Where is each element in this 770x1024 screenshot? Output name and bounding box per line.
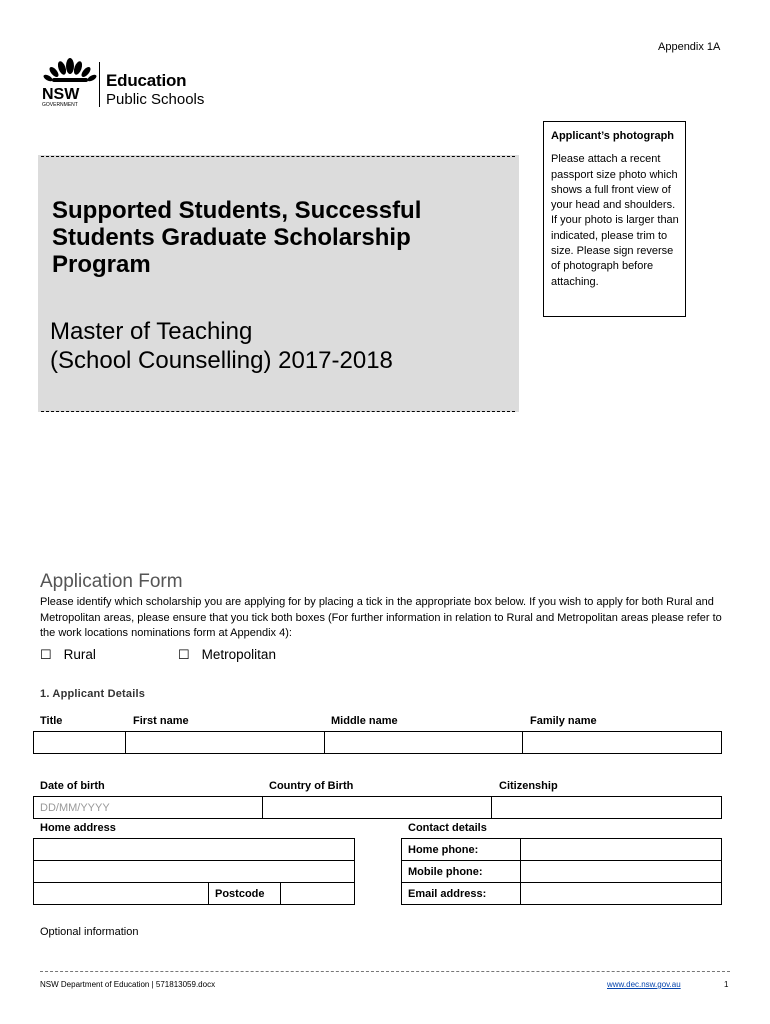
- photo-box-title: Applicant’s photograph: [551, 130, 675, 142]
- title-panel-top-dash: [41, 156, 515, 157]
- mobile-phone-label: Mobile phone:: [402, 861, 521, 883]
- postcode-field[interactable]: [281, 883, 355, 905]
- logo-nsw-text: NSW: [42, 86, 80, 103]
- logo-divider: [99, 62, 100, 107]
- home-address-label: Home address: [40, 822, 116, 834]
- postcode-label: Postcode: [209, 883, 281, 905]
- program-subtitle: [50, 317, 490, 375]
- photo-box[interactable]: [543, 121, 686, 317]
- rural-checkbox[interactable]: ☐: [40, 647, 52, 662]
- contact-details-label: Contact details: [408, 822, 487, 834]
- email-label: Email address:: [402, 883, 521, 905]
- footer-page-number: 1: [724, 980, 729, 989]
- applicant-details-heading: 1. Applicant Details: [40, 688, 146, 700]
- middle-name-field[interactable]: [325, 732, 523, 754]
- dob-field[interactable]: DD/MM/YYYY: [34, 797, 263, 819]
- address-line-1[interactable]: [34, 839, 355, 861]
- title-label: Title: [40, 715, 63, 727]
- subtitle-line-2: (School Counselling) 2017-2018: [50, 347, 393, 374]
- address-table: [33, 838, 355, 905]
- nsw-waratah-logo: [40, 53, 100, 108]
- middle-name-label: Middle name: [331, 715, 398, 727]
- logo-government-text: GOVERNMENT: [42, 102, 78, 108]
- metropolitan-label: Metropolitan: [201, 647, 276, 662]
- dob-label: Date of birth: [40, 780, 105, 792]
- rural-label: Rural: [63, 647, 96, 662]
- home-phone-field[interactable]: [521, 839, 722, 861]
- home-phone-label: Home phone:: [402, 839, 521, 861]
- citizenship-field[interactable]: [492, 797, 722, 819]
- program-title: Supported Students, Successful Students Graduate Scholarship Program: [52, 197, 422, 278]
- country-of-birth-label: Country of Birth: [269, 780, 354, 792]
- logo-public-schools-text: Public Schools: [106, 91, 205, 108]
- metropolitan-option[interactable]: [178, 647, 276, 663]
- appendix-label: Appendix 1A: [658, 41, 721, 53]
- rural-option[interactable]: [40, 647, 96, 663]
- email-field[interactable]: [521, 883, 722, 905]
- first-name-label: First name: [133, 715, 189, 727]
- title-field[interactable]: [34, 732, 126, 754]
- footer-doc-info: NSW Department of Education | 571813059.docx: [40, 980, 216, 989]
- dob-table: [33, 796, 722, 819]
- logo-education-text: Education: [106, 71, 187, 90]
- citizenship-label: Citizenship: [499, 780, 558, 792]
- application-form-heading: Application Form: [40, 571, 183, 592]
- footer-url-link[interactable]: www.dec.nsw.gov.au: [607, 980, 681, 989]
- waratah-icon: [42, 58, 97, 83]
- title-panel-bottom-dash: [41, 411, 515, 412]
- application-intro: Please identify which scholarship you are applying for by placing a tick in the appropriate box below. If you wish to apply for both Rural and Metropolitan areas, please ensure that you tick both boxes (For further information in relation to Rural and Metropolitan areas please refer to the work locations nominations form at Appendix 4):: [40, 596, 722, 639]
- address-line-2[interactable]: [34, 861, 355, 883]
- country-of-birth-field[interactable]: [263, 797, 492, 819]
- first-name-field[interactable]: [126, 732, 325, 754]
- photo-box-instructions: Please attach a recent passport size photo which shows a full front view of your head and shoulders. If your photo is larger than indicated, please trim to size. Please sign reverse of photograph before attaching.: [551, 153, 679, 288]
- family-name-field[interactable]: [523, 732, 722, 754]
- optional-info-heading: Optional information: [40, 926, 139, 938]
- address-line-3[interactable]: [34, 883, 209, 905]
- family-name-label: Family name: [530, 715, 597, 727]
- contact-table: [401, 838, 722, 905]
- metropolitan-checkbox[interactable]: ☐: [178, 647, 190, 662]
- subtitle-line-1: Master of Teaching: [50, 318, 253, 345]
- name-table: [33, 731, 722, 754]
- footer-divider: [40, 971, 730, 972]
- mobile-phone-field[interactable]: [521, 861, 722, 883]
